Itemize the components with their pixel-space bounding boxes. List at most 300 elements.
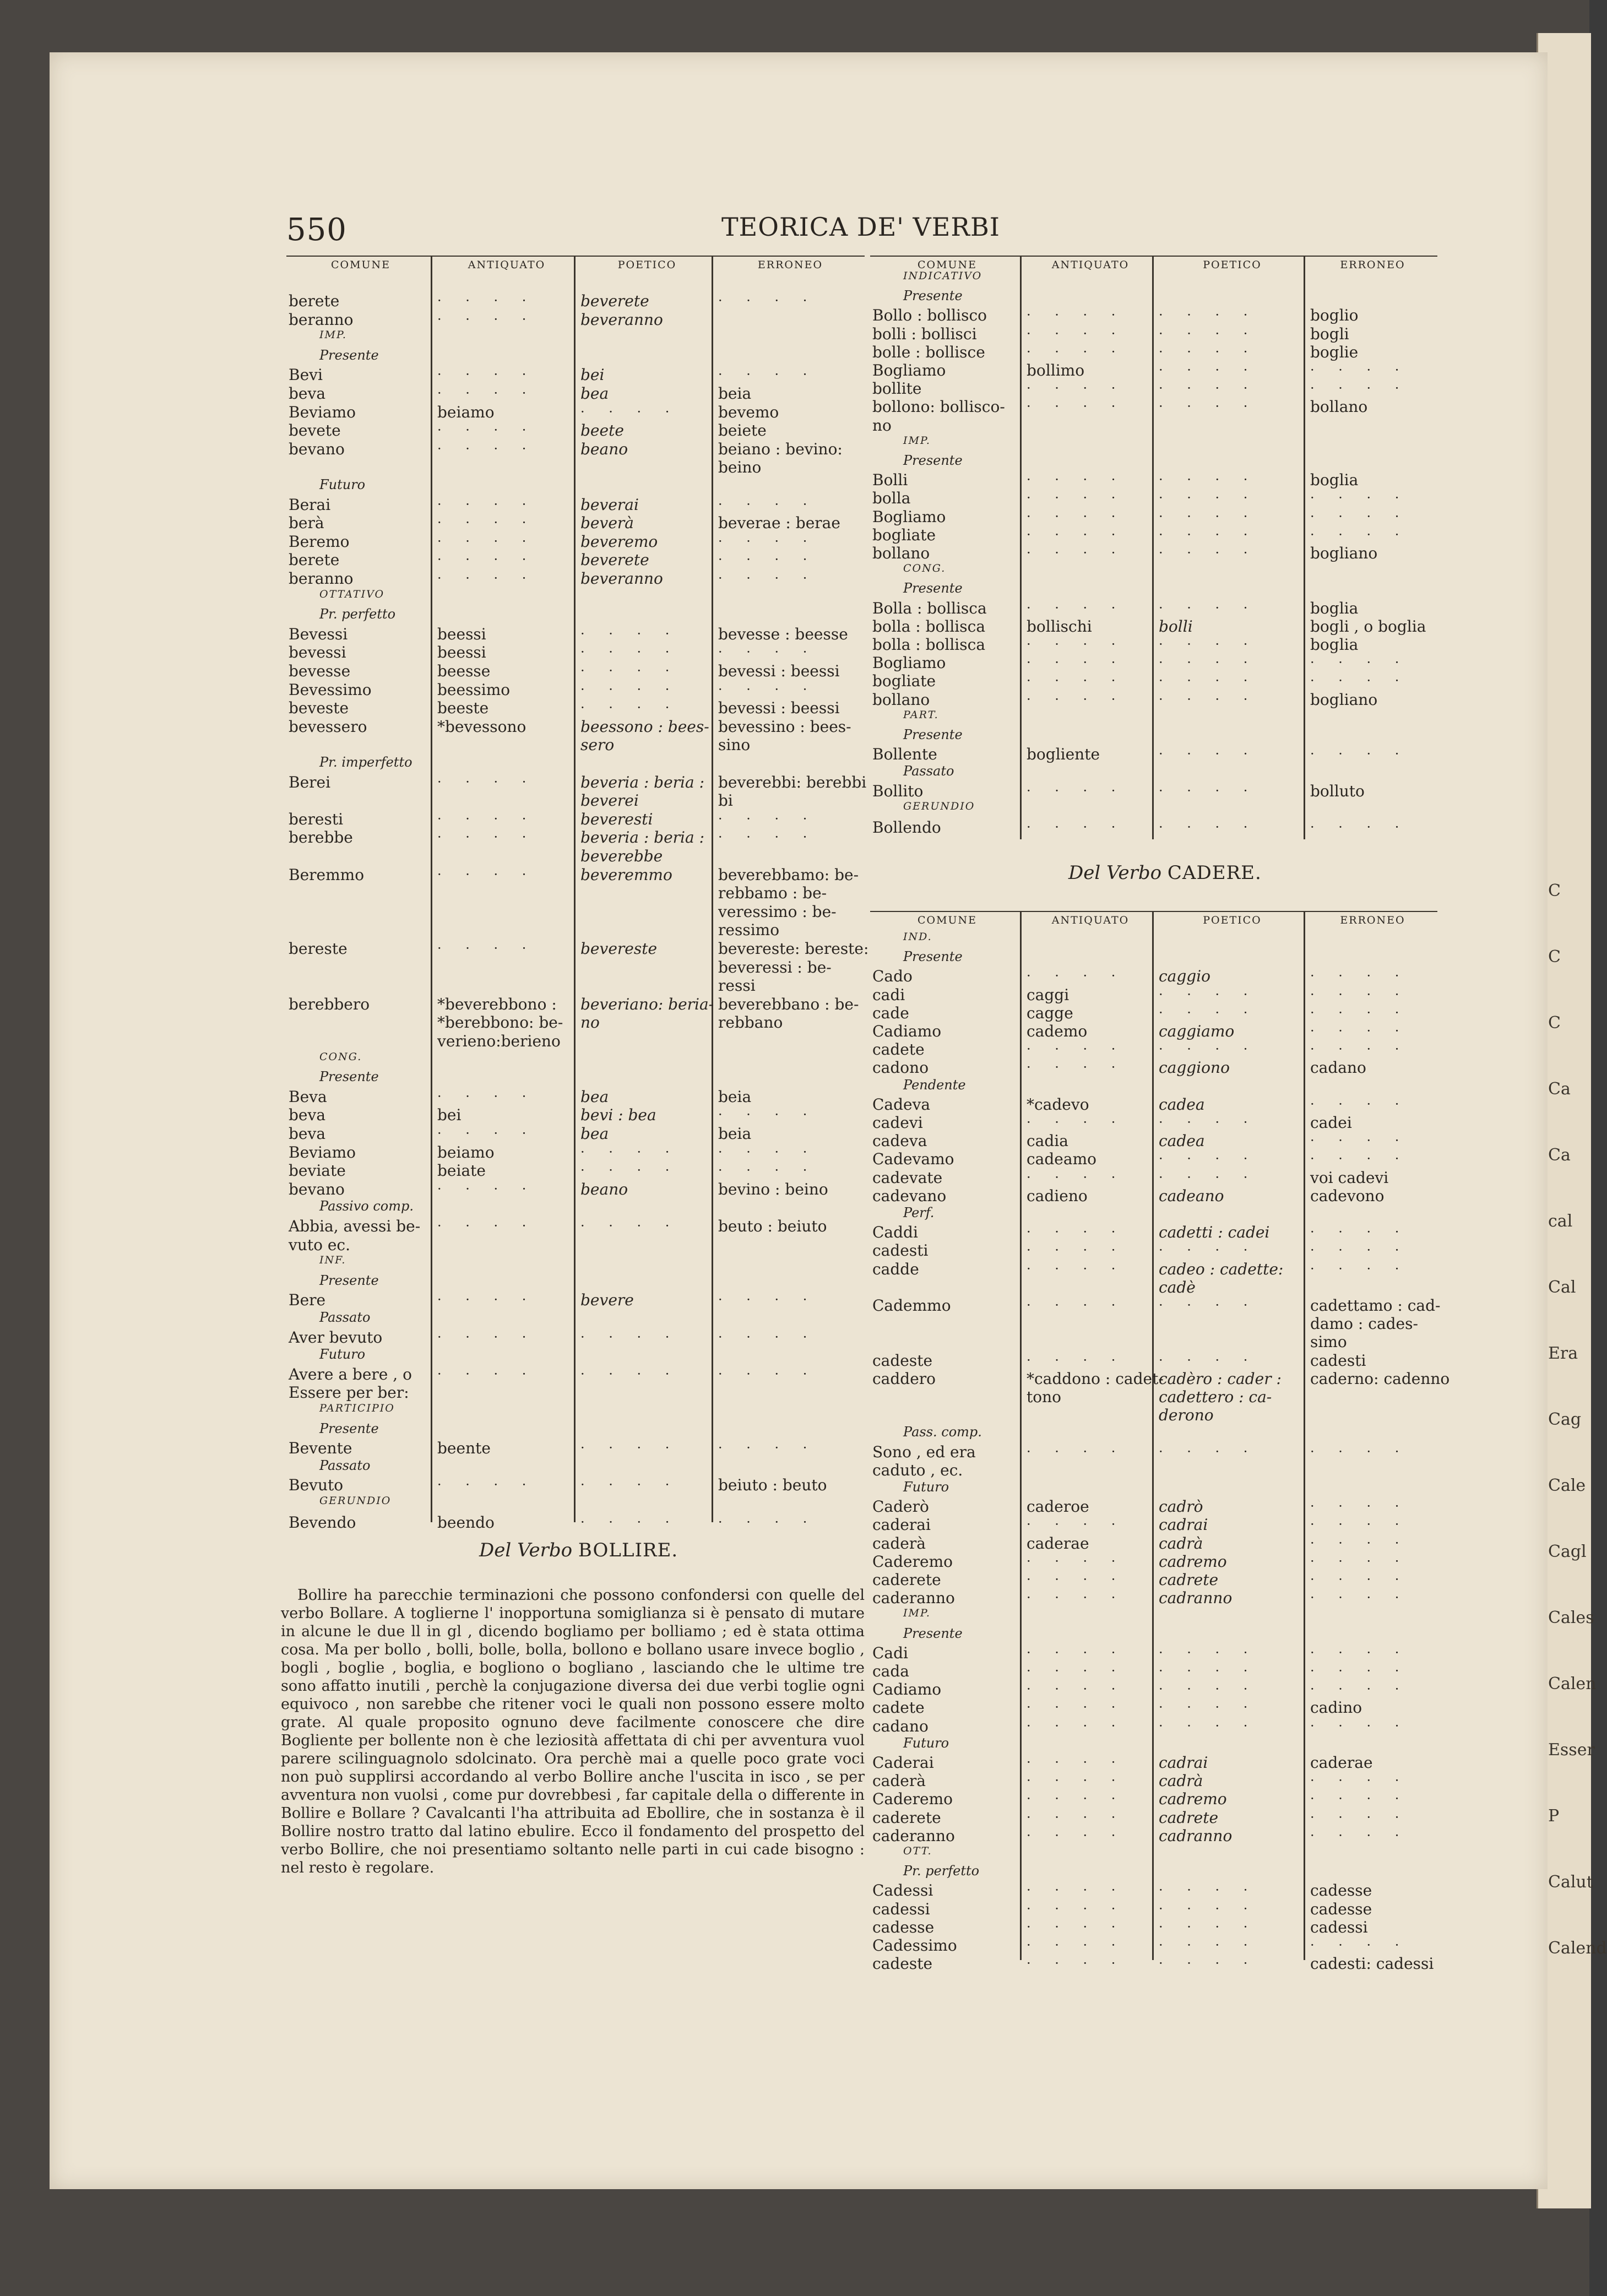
table-cell: · · · ·: [718, 811, 817, 827]
section-label: Passato: [319, 1457, 371, 1473]
table-cell: beete: [580, 421, 624, 440]
table-cell: · · · ·: [437, 1218, 536, 1234]
table-cell: cadde: [872, 1260, 919, 1278]
next-page-fragment: Calend: [1548, 1939, 1607, 1958]
table-cell: cadevano: [872, 1186, 947, 1205]
table-cell: · · · ·: [437, 1477, 536, 1493]
table-cell: · · · ·: [1310, 655, 1409, 671]
table-cell: cadettero : ca-: [1159, 1388, 1272, 1406]
table-cell: bogli , o boglia: [1310, 617, 1426, 636]
table-cell: bevessero: [289, 717, 367, 736]
table-cell: Cado: [872, 967, 913, 986]
section-label: Presente: [319, 1069, 379, 1085]
table-cell: · · · ·: [1310, 1261, 1409, 1277]
page-title: TEORICA DE' VERBI: [721, 212, 1000, 242]
table-cell: · · · ·: [1027, 526, 1126, 542]
table-cell: Beviamo: [289, 1143, 356, 1161]
table-cell: beverebbe: [580, 847, 663, 865]
column-rule: [431, 256, 432, 1522]
table-cell: · · · ·: [1027, 1791, 1126, 1807]
table-cell: · · · ·: [437, 533, 536, 549]
section-label: PART.: [903, 708, 939, 721]
table-cell: beveresti: [580, 810, 653, 828]
table-cell: vuto ec.: [289, 1235, 351, 1254]
table-cell: · · · ·: [580, 1440, 680, 1456]
table-cell: cadremo: [1159, 1790, 1227, 1809]
section-label: GERUNDIO: [903, 800, 975, 812]
table-cell: · · · ·: [1159, 637, 1258, 652]
table-cell: caderoe: [1027, 1497, 1089, 1516]
table-cell: · · · ·: [1310, 1827, 1409, 1843]
table-cell: cadesse: [872, 1918, 935, 1936]
table-cell: · · · ·: [1310, 1151, 1409, 1167]
table-cell: Avere a bere , o: [289, 1365, 412, 1383]
table-cell: · · · ·: [580, 663, 680, 679]
table-cell: · · · ·: [1310, 1535, 1409, 1551]
table-cell: Cadi: [872, 1643, 908, 1662]
table-cell: cadino: [1310, 1698, 1362, 1717]
table-cell: · · · ·: [1310, 746, 1409, 762]
next-page-fragment: Cales: [1548, 1608, 1594, 1627]
table-cell: · · · ·: [1027, 490, 1126, 506]
table-cell: berebbero: [289, 995, 370, 1013]
table-cell: cadi: [872, 985, 905, 1004]
table-cell: beia: [718, 1087, 752, 1106]
next-page-fragment: Ca: [1548, 1146, 1571, 1165]
table-cell: Bevendo: [289, 1513, 356, 1532]
table-cell: cadè: [1159, 1278, 1196, 1296]
column-rule: [1304, 911, 1305, 1960]
table-cell: Abbia, avessi be-: [289, 1217, 421, 1235]
table-cell: · · · ·: [1027, 1553, 1126, 1569]
section-label: Presente: [903, 727, 963, 742]
table-cell: cadrà: [1159, 1772, 1203, 1790]
table-cell: *bevessono: [437, 717, 526, 736]
table-cell: · · · ·: [1159, 1663, 1258, 1679]
table-cell: cadrà: [1159, 1534, 1203, 1553]
table-cell: · · · ·: [1027, 1919, 1126, 1935]
table-cell: caderete: [872, 1808, 941, 1827]
section-label: Pass. comp.: [903, 1424, 982, 1440]
table-cell: · · · ·: [437, 1126, 536, 1141]
header-rule: [870, 911, 1437, 912]
column-rule: [1020, 256, 1022, 839]
table-cell: · · · ·: [1310, 1242, 1409, 1258]
table-cell: · · · ·: [580, 1366, 680, 1382]
table-cell: beessi: [437, 643, 486, 662]
table-cell: caderno: cadenno: [1310, 1369, 1450, 1388]
table-cell: cadranno: [1159, 1589, 1233, 1608]
table-cell: beiete: [718, 421, 767, 440]
table-cell: · · · ·: [1159, 1151, 1258, 1167]
table-cell: bea: [580, 384, 609, 403]
table-cell: · · · ·: [1159, 1882, 1258, 1898]
next-page-fragment: C: [1548, 1013, 1561, 1033]
table-cell: · · · ·: [1027, 1261, 1126, 1277]
section-label: Futuro: [903, 1735, 949, 1751]
table-cell: Cadiamo: [872, 1022, 942, 1040]
table-cell: · · · ·: [1310, 1590, 1409, 1606]
table-cell: no: [872, 416, 892, 435]
table-cell: Berai: [289, 495, 331, 514]
table-cell: bollano: [1310, 398, 1368, 416]
table-cell: · · · ·: [1159, 1718, 1258, 1734]
table-cell: · · · ·: [1027, 381, 1126, 397]
table-cell: sino: [718, 736, 751, 755]
table-cell: *cadevo: [1027, 1095, 1089, 1114]
table-cell: · · · ·: [1027, 691, 1126, 707]
table-cell: · · · ·: [1027, 1041, 1126, 1057]
table-cell: simo: [1310, 1333, 1347, 1351]
table-cell: · · · ·: [1159, 1115, 1258, 1130]
table-cell: · · · ·: [1027, 1663, 1126, 1679]
table-cell: bolli: [1159, 617, 1193, 636]
table-cell: · · · ·: [718, 293, 817, 308]
table-cell: · · · ·: [1310, 673, 1409, 689]
table-cell: cadesse: [1310, 1881, 1372, 1900]
table-cell: rebbamo : be-: [718, 884, 827, 903]
cadere-section-title: Del Verbo CADERE.: [1068, 862, 1262, 884]
table-cell: beveste: [289, 699, 349, 718]
table-cell: Cadeva: [872, 1095, 931, 1114]
next-page-fragment: Calen: [1548, 1674, 1597, 1693]
table-cell: bevano: [289, 1180, 345, 1198]
table-cell: Caderai: [872, 1754, 934, 1772]
table-cell: · · · ·: [1159, 1443, 1258, 1459]
table-cell: · · · ·: [1027, 783, 1126, 799]
table-cell: · · · ·: [1027, 1115, 1126, 1130]
table-cell: veressimo : be-: [718, 902, 837, 921]
table-cell: beveria : beria :: [580, 828, 705, 847]
table-cell: beiano : bevino:: [718, 439, 843, 458]
table-cell: bevere: [580, 1291, 634, 1310]
table-cell: bevete: [289, 421, 341, 440]
table-cell: beveremmo: [580, 865, 672, 884]
table-cell: · · · ·: [1310, 1681, 1409, 1697]
table-cell: berebbe: [289, 828, 353, 847]
table-cell: beeste: [437, 699, 489, 718]
table-cell: · · · ·: [1159, 399, 1258, 415]
table-cell: · · · ·: [437, 866, 536, 882]
left-table-header-2: POETICO: [617, 259, 677, 271]
table-cell: cadete: [872, 1040, 925, 1059]
table-cell: · · · ·: [718, 552, 817, 568]
table-cell: · · · ·: [437, 515, 536, 531]
table-cell: bei: [437, 1106, 462, 1125]
table-cell: cadei: [1310, 1114, 1352, 1132]
right-table-header-2: POETICO: [1203, 259, 1262, 271]
left-table-header-0: COMUNE: [330, 259, 391, 271]
table-cell: Cadessimo: [872, 1936, 957, 1955]
table-cell: · · · ·: [1027, 1224, 1126, 1240]
table-cell: · · · ·: [1027, 1755, 1126, 1770]
table-cell: Bevessimo: [289, 680, 372, 699]
section-label: PARTICIPIO: [319, 1402, 395, 1414]
section-label: IMP.: [319, 329, 347, 341]
next-page-fragment: Era: [1548, 1344, 1578, 1363]
table-cell: · · · ·: [580, 1163, 680, 1179]
table-cell: beveria : beria :: [580, 773, 705, 791]
table-cell: · · · ·: [1159, 819, 1258, 835]
table-cell: · · · ·: [1027, 508, 1126, 524]
table-cell: no: [580, 1013, 600, 1032]
table-cell: beverei: [580, 791, 639, 810]
table-cell: · · · ·: [1159, 986, 1258, 1002]
table-cell: cadranno: [1159, 1826, 1233, 1845]
table-cell: bogliano: [1310, 690, 1378, 709]
table-cell: · · · ·: [437, 367, 536, 383]
table-cell: · · · ·: [1027, 968, 1126, 984]
table-cell: · · · ·: [1159, 307, 1258, 323]
table-cell: Bolli: [872, 471, 908, 490]
table-cell: Bolla : bollisca: [872, 599, 987, 617]
table-cell: damo : cades-: [1310, 1315, 1418, 1333]
table-cell: · · · ·: [1310, 1224, 1409, 1240]
table-cell: · · · ·: [1027, 325, 1126, 341]
table-cell: cadrai: [1159, 1516, 1208, 1534]
section-label: Futuro: [903, 1479, 949, 1495]
table-cell: ressimo: [718, 921, 780, 940]
table-cell: beino: [718, 458, 762, 477]
section-label: INDICATIVO: [903, 270, 982, 282]
table-cell: · · · ·: [1310, 508, 1409, 524]
section-label: Presente: [903, 288, 963, 304]
next-page-fragment: P: [1548, 1806, 1560, 1826]
table-cell: *beverebbono :: [437, 995, 557, 1013]
table-cell: cadea: [1159, 1132, 1205, 1150]
table-cell: Cadevamo: [872, 1150, 954, 1169]
section-label: Presente: [903, 949, 963, 965]
table-cell: bea: [580, 1087, 609, 1106]
table-cell: beveremo: [580, 532, 658, 551]
next-page-fragment: C: [1548, 947, 1561, 967]
table-cell: · · · ·: [1159, 381, 1258, 397]
table-cell: · · · ·: [1027, 1169, 1126, 1185]
bollire-paragraph: Bollire ha parecchie terminazioni che possono confondersi con quelle del verbo Bollare. A toglierne l' inopportuna somiglianza si è pensato di mutare in alcune le due ll in gl , dicendo bogliamo per bolliamo ; ed è stata ottima cosa. Ma per bollo , bolli, bolle, bolla, bollono e bollano usare invece boglio , bogli , boglie , boglia, e bogliono o bogliano , lasciando che le ultime tre sono affatto inutili , perchè la conjugazione diversa dei due verbi toglie ogni equivoco , non sarebbe che ritener voci le quali non possono essere molto grate. Al quale proposito ognuno deve facilmente conoscere che dire Bogliente per bollente non è che leziosità affettata di chi per avventura vuol parere scilinguagnolo sdolcinato. Ora perchè mai a quelle poco grate voci non può supplirsi accordando al verbo Bollire anche l'uscita in isco , se per avventura non vuolsi , come pur dovrebbesi , far capitale della o differente in Bollire e Bollare ? Cavalcanti l'ha attribuita ad Ebollire, che in sostanza è il Bollire nostro tratto dal latino ebulire. Ecco il fondamento del prospetto del verbo Bollire, che noi presentiamo soltanto nelle parti in cui cade bisogno : nel resto è regolare.: [281, 1587, 865, 1876]
table-cell: · · · ·: [1310, 1809, 1409, 1825]
table-cell: · · · ·: [580, 626, 680, 642]
cadere-table-header-2: POETICO: [1203, 914, 1262, 926]
table-cell: bei: [580, 366, 605, 384]
table-cell: · · · ·: [1027, 1060, 1126, 1076]
next-page-fragment: cal: [1548, 1212, 1573, 1231]
table-cell: *berebbono: be-: [437, 1013, 563, 1032]
table-cell: Bogliamo: [872, 361, 946, 379]
table-cell: Bogliamo: [872, 507, 946, 526]
table-cell: · · · ·: [1310, 1005, 1409, 1021]
table-cell: beiuto : beuto: [718, 1476, 827, 1495]
table-cell: · · · ·: [1159, 783, 1258, 799]
table-cell: boglia: [1310, 471, 1359, 490]
table-cell: · · · ·: [718, 367, 817, 383]
table-cell: · · · ·: [1159, 746, 1258, 762]
table-cell: · · · ·: [580, 1514, 680, 1530]
column-rule: [1304, 256, 1305, 839]
table-cell: · · · ·: [1159, 600, 1258, 616]
table-cell: beverebbamo: be-: [718, 865, 859, 884]
table-cell: bollono: bollisco-: [872, 398, 1005, 416]
table-cell: · · · ·: [1027, 399, 1126, 415]
next-page-fragment: C: [1548, 881, 1561, 900]
section-label: CONG.: [903, 562, 946, 575]
table-cell: bollimo: [1027, 361, 1085, 379]
table-cell: · · · ·: [1027, 1901, 1126, 1917]
left-table-header-1: ANTIQUATO: [468, 259, 546, 271]
table-cell: cadrete: [1159, 1571, 1219, 1589]
table-cell: Bevuto: [289, 1476, 344, 1495]
section-label: Presente: [903, 580, 963, 596]
table-cell: bevessino : bees-: [718, 717, 851, 736]
table-cell: caderai: [872, 1516, 931, 1534]
table-cell: beendo: [437, 1513, 495, 1532]
table-cell: · · · ·: [1310, 1133, 1409, 1149]
table-cell: Caddi: [872, 1223, 918, 1242]
table-cell: · · · ·: [718, 571, 817, 586]
table-cell: cadrai: [1159, 1754, 1208, 1772]
section-label: Pr. perfetto: [903, 1863, 980, 1879]
table-cell: cadeano: [1159, 1186, 1224, 1205]
table-cell: · · · ·: [1027, 1809, 1126, 1825]
table-cell: cadeo : cadette:: [1159, 1260, 1284, 1278]
table-cell: bolla : bollisca: [872, 636, 986, 654]
table-cell: · · · ·: [437, 1181, 536, 1197]
table-cell: · · · ·: [1027, 655, 1126, 671]
section-label: Pr. imperfetto: [319, 755, 412, 770]
table-cell: beverebbi: berebbi: [718, 773, 867, 791]
table-cell: · · · ·: [1159, 472, 1258, 488]
right-table-header-0: COMUNE: [917, 259, 978, 271]
right-table-header-3: ERRONEO: [1340, 259, 1405, 271]
table-cell: Cadiamo: [872, 1680, 942, 1699]
table-cell: · · · ·: [1027, 1773, 1126, 1789]
right-table-header-1: ANTIQUATO: [1051, 259, 1130, 271]
table-cell: · · · ·: [1027, 673, 1126, 689]
table-cell: · · · ·: [1159, 1169, 1258, 1185]
table-cell: cadono: [872, 1059, 929, 1077]
table-cell: beverai: [580, 495, 639, 514]
table-cell: caggi: [1027, 985, 1069, 1004]
left-table-header-3: ERRONEO: [757, 259, 823, 271]
table-cell: · · · ·: [1159, 362, 1258, 378]
table-cell: · · · ·: [1027, 344, 1126, 360]
table-cell: Caderò: [872, 1497, 929, 1516]
table-cell: · · · ·: [1310, 1937, 1409, 1953]
section-label: Passato: [319, 1310, 371, 1325]
table-cell: · · · ·: [1027, 1644, 1126, 1660]
table-cell: Beva: [289, 1087, 327, 1106]
table-cell: bollano: [872, 690, 930, 709]
table-cell: · · · ·: [437, 386, 536, 401]
table-cell: · · · ·: [1159, 325, 1258, 341]
next-page-fragment: Cag: [1548, 1410, 1582, 1429]
table-cell: sero: [580, 736, 615, 755]
table-cell: · · · ·: [437, 293, 536, 308]
table-cell: cademo: [1027, 1022, 1088, 1040]
table-cell: · · · ·: [718, 1292, 817, 1308]
table-cell: · · · ·: [580, 404, 680, 420]
table-cell: · · · ·: [1159, 526, 1258, 542]
table-cell: · · · ·: [1159, 1298, 1258, 1313]
table-cell: cadieno: [1027, 1186, 1088, 1205]
table-cell: caderae: [1027, 1534, 1089, 1553]
table-cell: cadetti : cadei: [1159, 1223, 1270, 1242]
table-cell: caderete: [872, 1571, 941, 1589]
table-cell: boglio: [1310, 306, 1359, 325]
table-cell: · · · ·: [437, 422, 536, 438]
table-cell: cadesti: [1310, 1351, 1366, 1370]
section-label: Pendente: [903, 1077, 966, 1093]
table-cell: · · · ·: [1310, 1499, 1409, 1515]
table-cell: · · · ·: [1159, 344, 1258, 360]
table-cell: caggiono: [1159, 1059, 1230, 1077]
table-cell: bea: [580, 1125, 609, 1143]
section-label: CONG.: [319, 1050, 362, 1063]
table-cell: caderà: [872, 1772, 926, 1790]
table-cell: cadesti: [872, 1241, 929, 1260]
table-cell: beverae : berae: [718, 514, 840, 533]
table-cell: bogliate: [872, 525, 936, 544]
table-cell: · · · ·: [580, 644, 680, 660]
table-cell: bogliano: [1310, 544, 1378, 562]
table-cell: · · · ·: [1310, 986, 1409, 1002]
table-cell: · · · ·: [1027, 1517, 1126, 1533]
table-cell: · · · ·: [1310, 1096, 1409, 1112]
section-label: Presente: [319, 1420, 379, 1436]
table-cell: · · · ·: [1027, 1590, 1126, 1606]
table-cell: · · · ·: [1159, 1700, 1258, 1716]
table-cell: · · · ·: [1159, 1937, 1258, 1953]
table-cell: · · · ·: [1310, 968, 1409, 984]
table-cell: bollano: [872, 544, 930, 562]
table-cell: beresti: [289, 810, 344, 828]
table-cell: · · · ·: [718, 1440, 817, 1456]
table-cell: beessimo: [437, 680, 511, 699]
table-cell: · · · ·: [1310, 362, 1409, 378]
table-cell: cadesti: cadessi: [1310, 1955, 1434, 1973]
table-cell: · · · ·: [1159, 545, 1258, 561]
section-label: Presente: [903, 453, 963, 468]
section-label: Presente: [319, 347, 379, 363]
table-cell: · · · ·: [1159, 655, 1258, 671]
table-cell: Bollito: [872, 781, 924, 800]
table-cell: · · · ·: [1310, 1663, 1409, 1679]
table-cell: · · · ·: [718, 533, 817, 549]
table-cell: · · · ·: [437, 1366, 536, 1382]
table-cell: · · · ·: [1310, 490, 1409, 506]
table-cell: cadessi: [1310, 1918, 1368, 1936]
table-cell: · · · ·: [1310, 1718, 1409, 1734]
table-cell: · · · ·: [1310, 1023, 1409, 1039]
table-cell: · · · ·: [1027, 1681, 1126, 1697]
table-cell: bevesse: [289, 662, 351, 680]
table-cell: bevessi : beessi: [718, 699, 840, 718]
table-cell: bevereste: bereste:: [718, 940, 869, 958]
table-cell: · · · ·: [1159, 1242, 1258, 1258]
table-cell: beva: [289, 384, 326, 403]
table-cell: beveranno: [580, 569, 663, 588]
section-label: Futuro: [319, 477, 366, 492]
table-cell: · · · ·: [1027, 1298, 1126, 1313]
section-label: OTT.: [903, 1845, 932, 1857]
table-cell: · · · ·: [1027, 1572, 1126, 1587]
section-label: Passivo comp.: [319, 1198, 414, 1214]
table-cell: · · · ·: [1310, 1553, 1409, 1569]
table-cell: beano: [580, 1180, 628, 1198]
table-cell: bevessi : beessi: [718, 662, 840, 680]
section-label: Perf.: [903, 1205, 935, 1220]
table-cell: derono: [1159, 1406, 1214, 1425]
table-cell: · · · ·: [718, 1366, 817, 1382]
